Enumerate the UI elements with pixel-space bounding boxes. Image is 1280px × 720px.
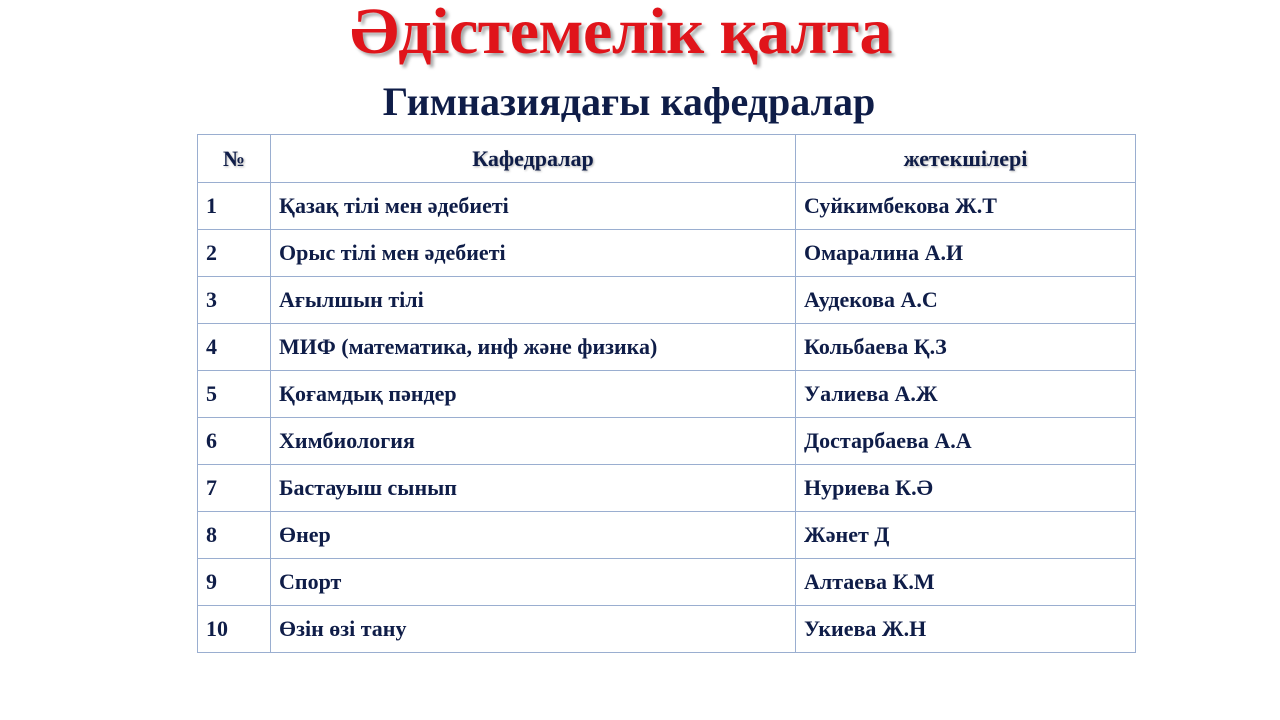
table-row bbox=[198, 418, 1136, 465]
table-row bbox=[198, 606, 1136, 653]
table-row bbox=[198, 324, 1136, 371]
leader-name: Омаралина А.И bbox=[796, 230, 1136, 277]
header-number: № bbox=[198, 135, 271, 183]
row-number: 1 bbox=[198, 183, 271, 230]
department-name: Химбиология bbox=[271, 418, 796, 465]
row-number: 9 bbox=[198, 559, 271, 606]
department-name: Спорт bbox=[271, 559, 796, 606]
department-name: Өзін өзі тану bbox=[271, 606, 796, 653]
leader-name: Кольбаева Қ.З bbox=[796, 324, 1136, 371]
table-row bbox=[198, 559, 1136, 606]
row-number: 4 bbox=[198, 324, 271, 371]
table-row bbox=[198, 371, 1136, 418]
leader-name: Суйкимбекова Ж.Т bbox=[796, 183, 1136, 230]
table-row bbox=[198, 277, 1136, 324]
department-name: МИФ (математика, инф және физика) bbox=[271, 324, 796, 371]
row-number: 6 bbox=[198, 418, 271, 465]
leader-name: Жәнет Д bbox=[796, 512, 1136, 559]
row-number: 7 bbox=[198, 465, 271, 512]
department-name: Ағылшын тілі bbox=[271, 277, 796, 324]
department-name: Орыс тілі мен әдебиеті bbox=[271, 230, 796, 277]
leader-name: Аудекова А.С bbox=[796, 277, 1136, 324]
table-header-row bbox=[198, 135, 1136, 183]
leader-name: Алтаева К.М bbox=[796, 559, 1136, 606]
header-department: Кафедралар bbox=[271, 135, 796, 183]
table-row bbox=[198, 465, 1136, 512]
row-number: 2 bbox=[198, 230, 271, 277]
row-number: 8 bbox=[198, 512, 271, 559]
table-row bbox=[198, 512, 1136, 559]
department-name: Бастауыш сынып bbox=[271, 465, 796, 512]
table-row bbox=[198, 230, 1136, 277]
leader-name: Уалиева А.Ж bbox=[796, 371, 1136, 418]
row-number: 3 bbox=[198, 277, 271, 324]
department-name: Өнер bbox=[271, 512, 796, 559]
leader-name: Нуриева К.Ә bbox=[796, 465, 1136, 512]
leader-name: Укиева Ж.Н bbox=[796, 606, 1136, 653]
department-name: Қоғамдық пәндер bbox=[271, 371, 796, 418]
leader-name: Достарбаева А.А bbox=[796, 418, 1136, 465]
departments-table bbox=[197, 134, 1136, 653]
slide-title: Әдістемелік қалта bbox=[350, 0, 892, 68]
table-row bbox=[198, 183, 1136, 230]
header-leaders: жетекшілері bbox=[796, 135, 1136, 183]
slide-subtitle: Гимназиядағы кафедралар bbox=[382, 79, 876, 124]
row-number: 5 bbox=[198, 371, 271, 418]
department-name: Қазақ тілі мен әдебиеті bbox=[271, 183, 796, 230]
row-number: 10 bbox=[198, 606, 271, 653]
